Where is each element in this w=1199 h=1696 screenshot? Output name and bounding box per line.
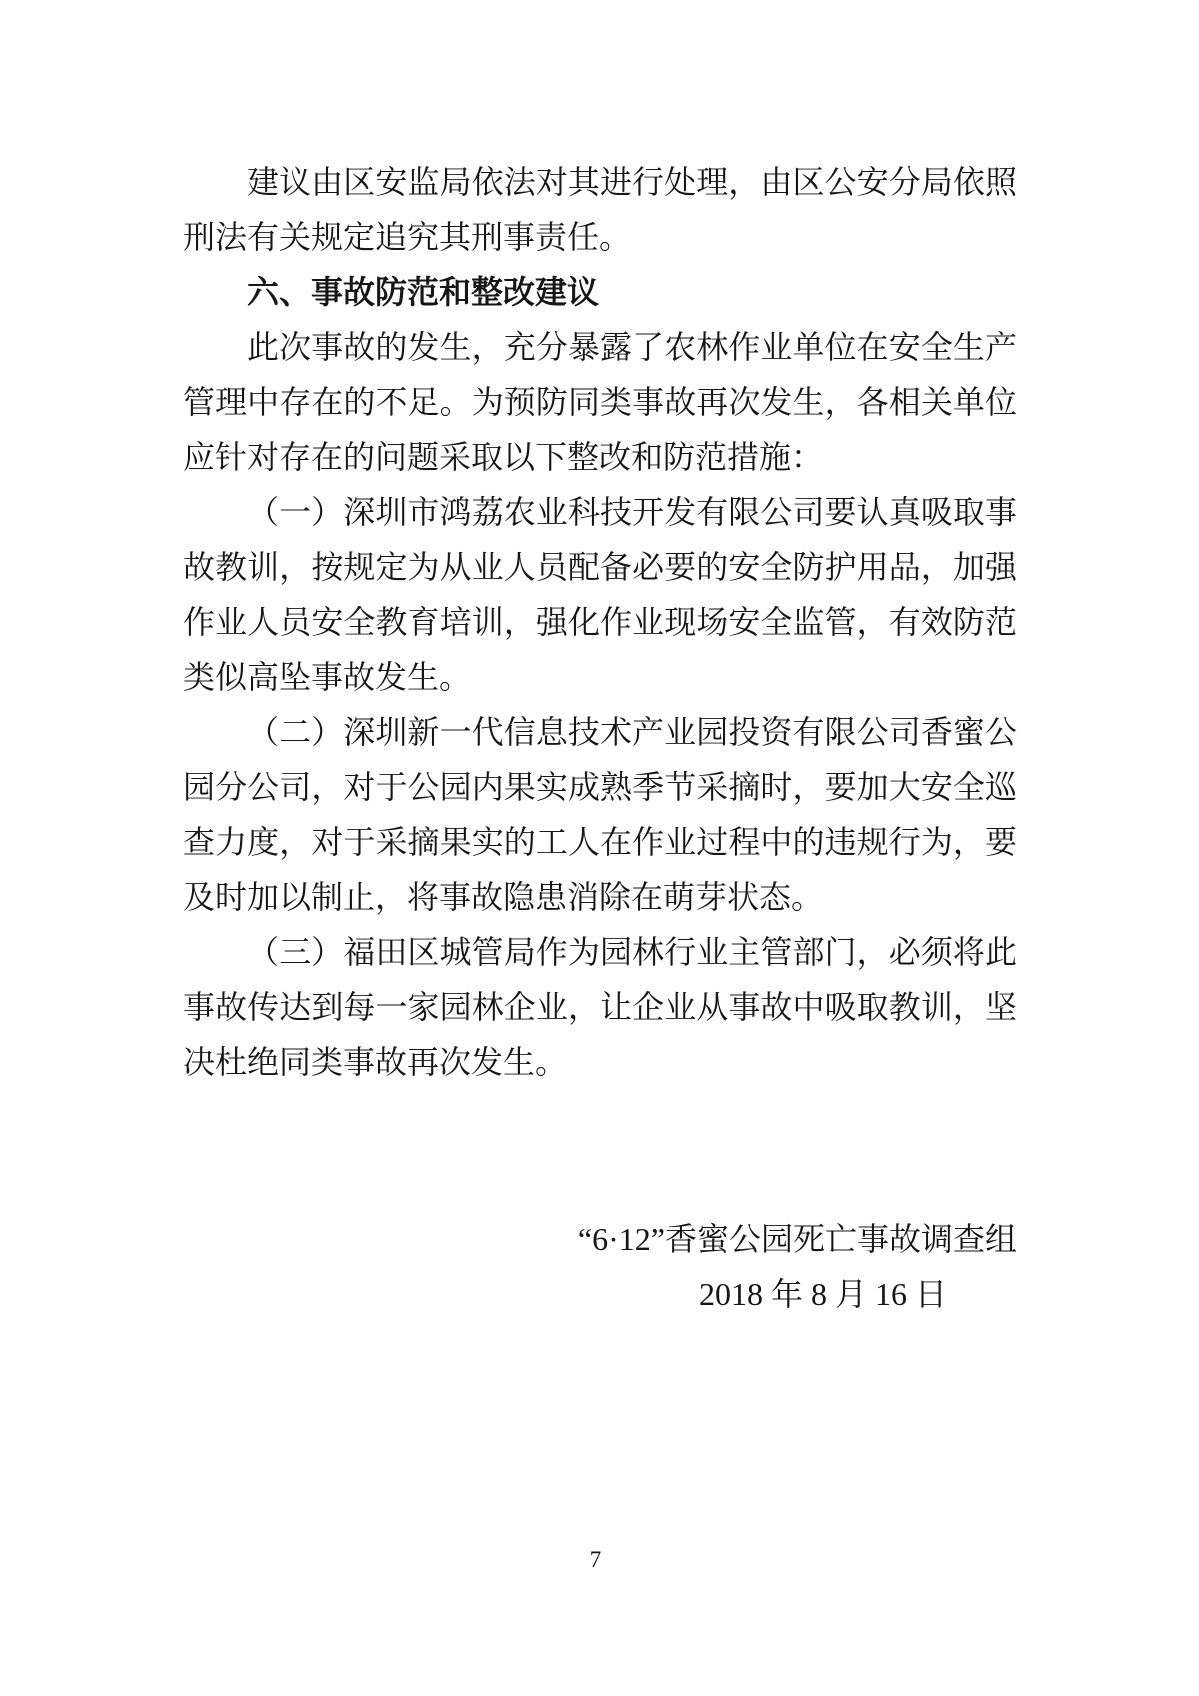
- paragraph-line: （三）福田区城管局作为园林行业主管部门，必须将此: [247, 934, 1017, 970]
- paragraph-line: （一）深圳市鸿荔农业科技开发有限公司要认真吸取事: [247, 494, 1017, 530]
- paragraph-line: 园分公司，对于公园内果实成熟季节采摘时，要加大安全巡: [183, 769, 1017, 805]
- closing-block: [578, 1212, 1017, 1322]
- page-number: 7: [589, 1547, 602, 1572]
- paragraph-line: 作业人员安全教育培训，强化作业现场安全监管，有效防范: [183, 604, 1017, 640]
- section-heading: 六、事故防范和整改建议: [247, 274, 600, 310]
- paragraph-line: 刑法有关规定追究其刑事责任。: [183, 219, 632, 255]
- paragraph-line: 故教训，按规定为从业人员配备必要的安全防护用品，加强: [183, 549, 1017, 585]
- paragraph-line: 此次事故的发生，充分暴露了农林作业单位在安全生产: [247, 329, 1017, 365]
- paragraph-line: 事故传达到每一家园林企业，让企业从事故中吸取教训，坚: [183, 989, 1017, 1025]
- page-footer: [0, 1546, 1191, 1574]
- signature-line: “6·12”香蜜公园死亡事故调查组: [577, 1221, 1017, 1257]
- paragraph-line: 建议由区安监局依法对其进行处理，由区公安分局依照: [247, 164, 1017, 200]
- paragraph-line: 查力度，对于采摘果实的工人在作业过程中的违规行为，要: [183, 824, 1017, 860]
- paragraph-line: 决杜绝同类事故再次发生。: [183, 1044, 568, 1080]
- document-body: [183, 155, 1017, 1090]
- paragraph-line: （二）深圳新一代信息技术产业园投资有限公司香蜜公: [247, 714, 1017, 750]
- date-line: 2018 年 8 月 16 日: [698, 1276, 947, 1312]
- paragraph-line: 应针对存在的问题采取以下整改和防范措施：: [183, 439, 824, 475]
- paragraph-line: 管理中存在的不足。为预防同类事故再次发生，各相关单位: [183, 384, 1017, 420]
- paragraph-line: 类似高坠事故发生。: [183, 659, 472, 695]
- paragraph-line: 及时加以制止，将事故隐患消除在萌芽状态。: [183, 879, 824, 915]
